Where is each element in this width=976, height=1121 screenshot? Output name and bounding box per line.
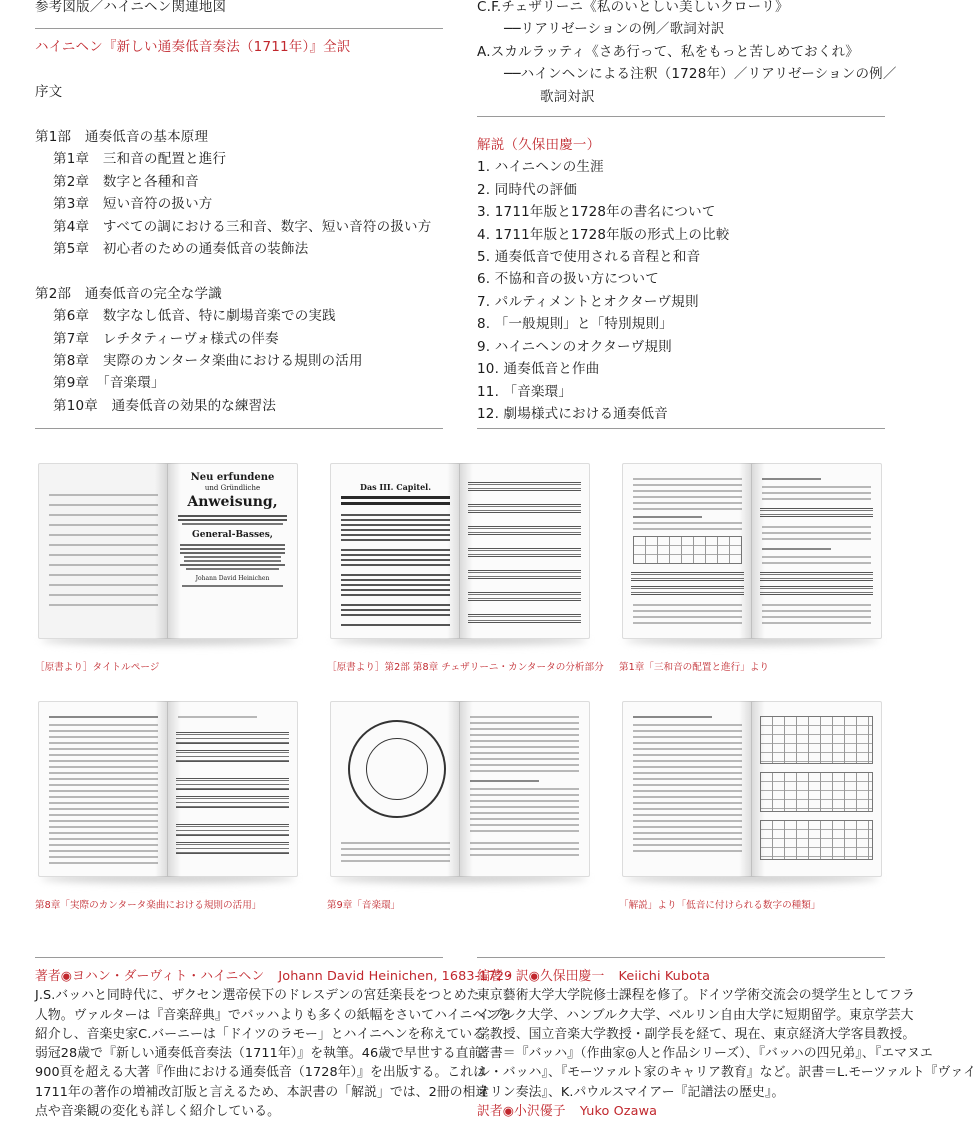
editor-bio-line: 学教授、国立音楽大学教授・副学長を経て、現在、東京経済大学客員教授。 <box>477 1026 916 1042</box>
commentary-item: 6. 不協和音の扱い方について <box>477 271 659 288</box>
photo-caption: ［原書より］タイトルページ <box>35 662 160 673</box>
editor-bio-line: 著書＝『バッハ』（作曲家◎人と作品シリーズ）、『バッハの四兄弟』、『エマヌエ <box>477 1046 933 1062</box>
appendix-line-3: A.スカルラッティ《さあ行って、私をもっと苦しめておくれ》 <box>477 43 859 60</box>
translator-name-latin: Yuko Ozawa <box>579 1104 658 1120</box>
contents-left-column <box>35 0 443 417</box>
chapter-heading-text: Das III. Capitel. <box>360 482 431 492</box>
commentary-item: 11. 「音楽環」 <box>477 383 573 400</box>
commentary-title: 解説（久保田慶一） <box>477 137 601 154</box>
sample-photo-chapter8 <box>35 701 301 885</box>
commentary-item: 3. 1711年版と1728年の書名について <box>477 204 716 221</box>
commentary-item: 4. 1711年版と1728年版の形式上の比較 <box>477 226 730 243</box>
author-bio-line: 1711年の著作の増補改訂版と言えるため、本訳書の「解説」では、2冊の相違 <box>35 1084 489 1100</box>
chapter-4: 第4章 すべての調における三和音、数字、短い音符の扱い方 <box>53 218 432 235</box>
editor-bio <box>477 967 976 1121</box>
author-bio-line: 人物。ヴァルターは『音楽辞典』でバッハよりも多くの紙幅をさいてハイニヘンを <box>35 1007 512 1023</box>
rule-mid-right <box>477 428 885 429</box>
chapter-5: 第5章 初心者のための通奏低音の装飾法 <box>53 241 309 258</box>
appendix-line-2: ──リアリゼーションの例／歌詞対訳 <box>504 21 725 38</box>
editor-bio-line: オリン奏法』、K.パウルスマイアー『記譜法の歴史』。 <box>477 1084 785 1100</box>
translator-label: 訳者◉小沢優子 <box>477 1104 566 1120</box>
editor-label: 編著・訳◉久保田慶一 <box>477 969 605 984</box>
commentary-item: 10. 通奏低音と作曲 <box>477 361 600 378</box>
appendix-line-4: ──ハインヘンによる注釈（1728年）／リアリゼーションの例／ <box>504 66 897 83</box>
editor-bio-line: 東京藝術大学大学院修士課程を修了。ドイツ学術交流会の奨学生としてフラ <box>477 988 915 1004</box>
photo-caption: ［原書より］第2部 第8章 チェザリーニ・カンタータの分析部分 <box>327 662 604 673</box>
commentary-item: 2. 同時代の評価 <box>477 181 577 198</box>
title-page-line: Johann David Heinichen <box>195 575 270 582</box>
sample-photo-title-page <box>35 463 301 647</box>
commentary-item: 7. パルティメントとオクターヴ規則 <box>477 293 699 310</box>
title-page-line: Anweisung, <box>187 494 278 510</box>
chapter-2: 第2章 数字と各種和音 <box>53 173 199 190</box>
author-bio-line: 弱冠28歳で『新しい通奏低音奏法（1711年）』を執筆。46歳で早世する直前、 <box>35 1046 495 1062</box>
commentary-item: 1. ハイニヘンの生涯 <box>477 159 604 176</box>
title-page-line: und Gründliche <box>204 484 261 492</box>
editor-bio-line: ル・バッハ』、『モーツァルト家のキャリア教育』など。訳書＝L.モーツァルト『ヴァイ <box>477 1065 976 1081</box>
author-label: 著者◉ヨハン・ダーヴィト・ハイニヘン <box>35 969 265 984</box>
photo-caption: 第8章「実際のカンタータ楽曲における規則の活用」 <box>35 900 262 911</box>
commentary-item: 9. ハイニヘンのオクターヴ規則 <box>477 338 672 355</box>
chapter-8: 第8章 実際のカンタータ楽曲における規則の活用 <box>53 353 363 370</box>
author-bio-line: 紹介し、音楽史家C.バーニーは「ドイツのラモー」とハイニヘンを称えている。 <box>35 1026 498 1042</box>
author-name-latin: Johann David Heinichen, 1683-1729 <box>278 969 513 984</box>
title-page-line: General-Basses, <box>192 530 273 540</box>
translation-title: ハイニヘン『新しい通奏低音奏法（1711年）』全訳 <box>35 39 351 56</box>
rule-bottom-left <box>35 957 443 958</box>
sample-photo-chapter1 <box>619 463 885 647</box>
preface-item: 序文 <box>35 84 63 101</box>
appendix-line-1: C.F.チェザリーニ《私のいとしい美しいクローリ》 <box>477 0 789 15</box>
appendix-line-5: 歌詞対訳 <box>540 88 595 105</box>
sample-photo-figure-types <box>619 701 885 885</box>
commentary-item: 5. 通奏低音で使用される音程と和音 <box>477 249 701 266</box>
editor-name-latin: Keiichi Kubota <box>618 969 711 984</box>
rule-bottom-right <box>477 957 885 958</box>
part1-heading: 第1部 通奏低音の基本原理 <box>35 129 209 145</box>
title-page-line: Neu erfundene <box>190 472 275 483</box>
photo-caption: 第9章「音楽環」 <box>327 900 401 911</box>
photo-caption: 「解説」より「低音に付けられる数字の種類」 <box>619 900 821 911</box>
author-bio-line: 900頁を超える大著『作曲における通奏低音（1728年）』を出版する。これは <box>35 1065 487 1081</box>
reference-plates-item: 参考図版／ハイニヘン関連地図 <box>35 0 227 15</box>
chapter-6: 第6章 数字なし低音、特に劇場音楽での実践 <box>53 308 336 325</box>
sample-photo-cantata-analysis <box>327 463 593 647</box>
author-bio <box>35 967 513 1121</box>
chapter-1: 第1章 三和音の配置と進行 <box>53 151 227 168</box>
chapter-9: 第9章 「音楽環」 <box>53 375 165 392</box>
part2-heading: 第2部 通奏低音の完全な学識 <box>35 285 222 302</box>
author-bio-line: J.S.バッハと同時代に、ザクセン選帝侯下のドレスデンの宮廷楽長をつとめた <box>35 988 480 1004</box>
commentary-item: 8. 「一般規則」と「特別規則」 <box>477 316 673 333</box>
contents-right-column <box>477 0 897 425</box>
rule-mid-left <box>35 428 443 429</box>
chapter-3: 第3章 短い音符の扱い方 <box>53 196 213 213</box>
sample-photo-musical-circle <box>327 701 593 885</box>
author-bio-line: 点や音楽観の変化も詳しく紹介している。 <box>35 1104 281 1120</box>
photo-caption: 第1章「三和音の配置と進行」より <box>619 662 770 673</box>
commentary-item: 12. 劇場様式における通奏低音 <box>477 405 668 422</box>
editor-bio-line: イブルク大学、ハンブルク大学、ベルリン自由大学に短期留学。東京学芸大 <box>477 1007 914 1023</box>
chapter-7: 第7章 レチタティーヴォ様式の伴奏 <box>53 330 279 347</box>
chapter-10: 第10章 通奏低音の効果的な練習法 <box>53 397 277 414</box>
